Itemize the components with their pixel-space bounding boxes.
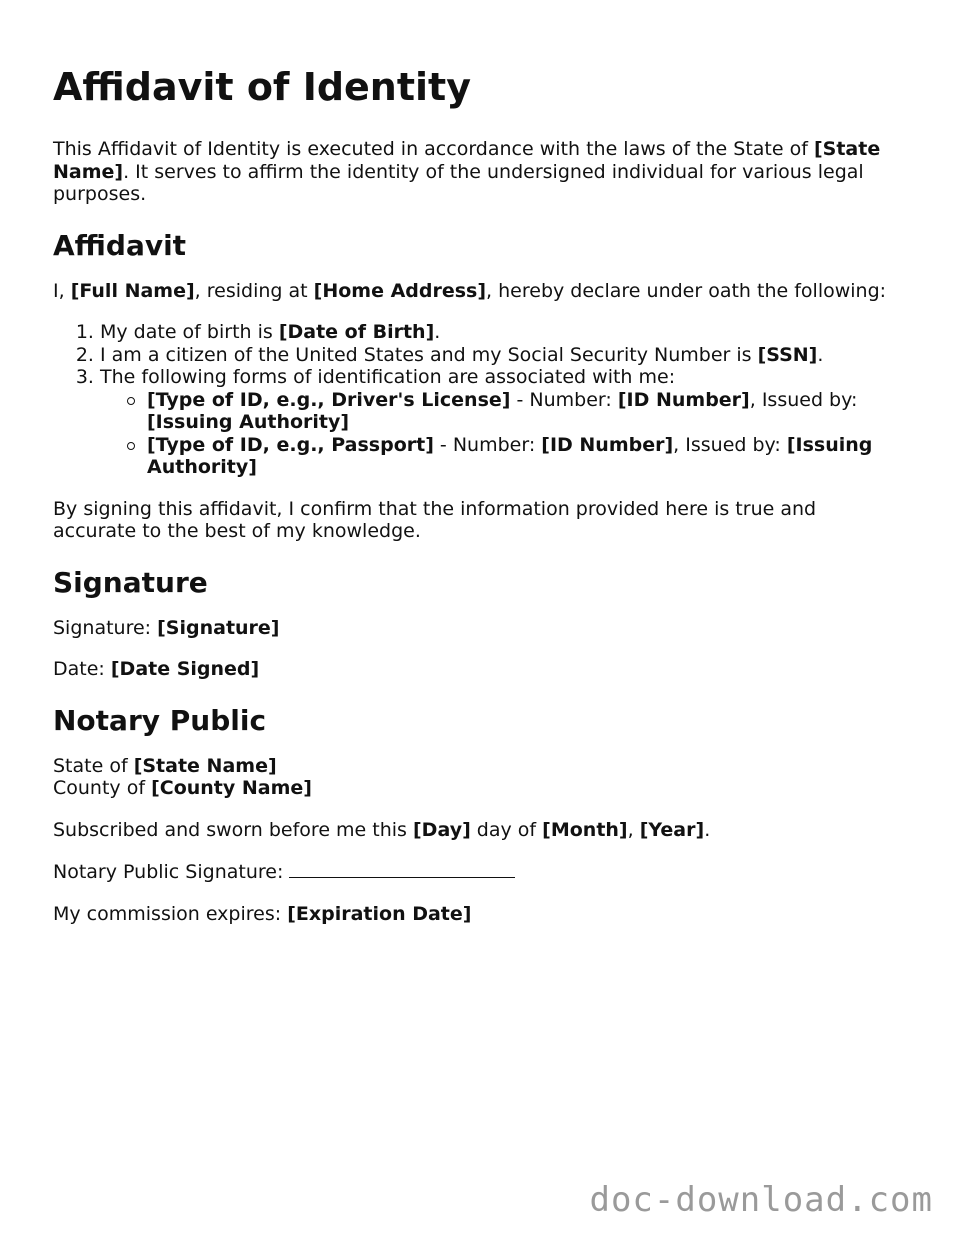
- signature-placeholder: [Signature]: [157, 616, 280, 639]
- watermark: doc-download.com: [589, 1180, 933, 1220]
- full-name-placeholder: [Full Name]: [70, 279, 195, 302]
- document-page: [53, 62, 903, 944]
- list-item: 2. I am a citizen of the United States and my Social Security Number is [SSN].: [100, 344, 903, 367]
- date-line: Date: [Date Signed]: [53, 658, 260, 680]
- confirmation-paragraph: By signing this affidavit, I confirm that the information provided here is true and accurate to the best of my knowledge.: [53, 497, 817, 542]
- signature-blank: [289, 860, 515, 878]
- date-signed-placeholder: [Date Signed]: [110, 658, 260, 680]
- list-item: 1. My date of birth is [Date of Birth].: [100, 321, 903, 344]
- document-title: Affidavit of Identity: [53, 65, 471, 109]
- state-name-placeholder: [State Name]: [53, 138, 881, 183]
- expiration-date-placeholder: [Expiration Date]: [287, 902, 472, 925]
- venue-block: State of [State Name] County of [County Name]: [53, 754, 312, 799]
- list-item: 3. The following forms of identification are associated with me: [Type of ID, e.g., Driver's License] - Number: [ID Number], Issued by: [Issuing Authority] [Type of ID, e.g., Passport] - Number: [ID Number], Issued by: [Issuing Authority]: [100, 366, 903, 479]
- signature-heading: Signature: [53, 565, 208, 599]
- date-of-birth-placeholder: [Date of Birth]: [278, 321, 435, 343]
- id-item: [Type of ID, e.g., Driver's License] - Number: [ID Number], Issued by: [Issuing Authority]: [147, 389, 903, 434]
- id-list: [100, 389, 903, 479]
- declaration-list: [53, 321, 903, 479]
- notary-signature-line: Notary Public Signature:: [53, 860, 903, 884]
- id-item: [Type of ID, e.g., Passport] - Number: [ID Number], Issued by: [Issuing Authority]: [147, 434, 903, 479]
- year-placeholder: [Year]: [639, 818, 705, 841]
- notary-state-placeholder: [State Name]: [133, 754, 277, 777]
- intro-paragraph: This Affidavit of Identity is executed in accordance with the laws of the State of [State Name]. It serves to affirm the identity of the undersigned individual for various legal purposes.: [53, 138, 881, 205]
- day-placeholder: [Day]: [413, 818, 471, 841]
- sworn-line: Subscribed and sworn before me this [Day] day of [Month], [Year].: [53, 818, 711, 841]
- declaration-paragraph: I, [Full Name], residing at [Home Address], hereby declare under oath the following:: [53, 279, 887, 302]
- commission-line: My commission expires: [Expiration Date]: [53, 902, 472, 925]
- home-address-placeholder: [Home Address]: [313, 279, 487, 302]
- signature-line: Signature: [Signature]: [53, 616, 280, 639]
- affidavit-heading: Affidavit: [53, 228, 187, 262]
- county-name-placeholder: [County Name]: [151, 777, 312, 799]
- month-placeholder: [Month]: [542, 818, 628, 841]
- notary-heading: Notary Public: [53, 703, 267, 737]
- ssn-placeholder: [SSN]: [757, 343, 818, 366]
